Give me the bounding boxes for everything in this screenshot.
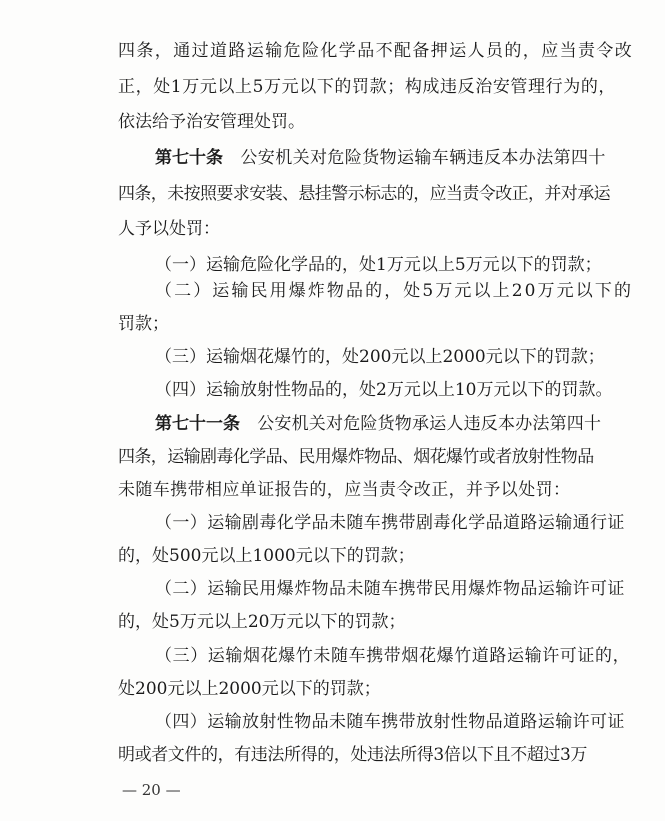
article-paragraph-start xyxy=(155,148,606,168)
text-line: 人予以处罚： xyxy=(118,219,220,239)
page-number: — 20 — xyxy=(122,781,181,799)
text-line: 四条，运输剧毒化学品、民用爆炸物品、烟花爆竹或者放射性物品 xyxy=(118,447,594,467)
list-item: （二）运输民用爆炸物品的，处5万元以上20万元以下的 xyxy=(155,281,634,301)
text-line: 正，处1万元以上5万元以下的罚款；构成违反治安管理行为的， xyxy=(118,77,617,97)
article-heading: 第七十条 xyxy=(155,148,223,168)
list-item: （一）运输剧毒化学品未随车携带剧毒化学品道路运输通行证 xyxy=(155,513,625,533)
text-line: 罚款； xyxy=(118,314,169,334)
article-paragraph-start xyxy=(155,414,601,434)
text-line: 四条，通过道路运输危险化学品不配备押运人员的，应当责令改 xyxy=(118,41,634,61)
article-text: 公安机关对危险货物运输车辆违反本办法第四十 xyxy=(223,148,606,168)
list-item: （一）运输危险化学品的，处1万元以上5万元以下的罚款； xyxy=(155,255,602,275)
text-line: 明或者文件的，有违法所得的，处违法所得3倍以下且不超过3万 xyxy=(118,745,588,765)
article-heading: 第七十一条 xyxy=(155,414,240,434)
text-line: 未随车携带相应单证报告的，应当责令改正，并予以处罚： xyxy=(118,480,571,500)
article-text: 公安机关对危险货物承运人违反本办法第四十 xyxy=(240,414,602,434)
text-line: 处200元以上2000元以下的罚款； xyxy=(118,679,381,699)
list-item: （二）运输民用爆炸物品未随车携带民用爆炸物品运输许可证 xyxy=(155,579,625,599)
list-item: （四）运输放射性物品未随车携带放射性物品道路运输许可证 xyxy=(155,712,625,732)
list-item: （三）运输烟花爆竹未随车携带烟花爆竹道路运输许可证的， xyxy=(155,646,631,666)
list-item: （三）运输烟花爆竹的，处200元以上2000元以下的罚款； xyxy=(155,347,605,367)
list-item: （四）运输放射性物品的，处2万元以上10万元以下的罚款。 xyxy=(155,380,613,400)
text-line: 的，处5万元以上20万元以下的罚款； xyxy=(118,612,406,632)
text-line: 依法给予治安管理处罚。 xyxy=(118,112,305,132)
text-line: 的，处500元以上1000元以下的罚款； xyxy=(118,546,415,566)
text-line: 四条，未按照要求安装、悬挂警示标志的，应当责令改正，并对承运 xyxy=(118,184,610,204)
